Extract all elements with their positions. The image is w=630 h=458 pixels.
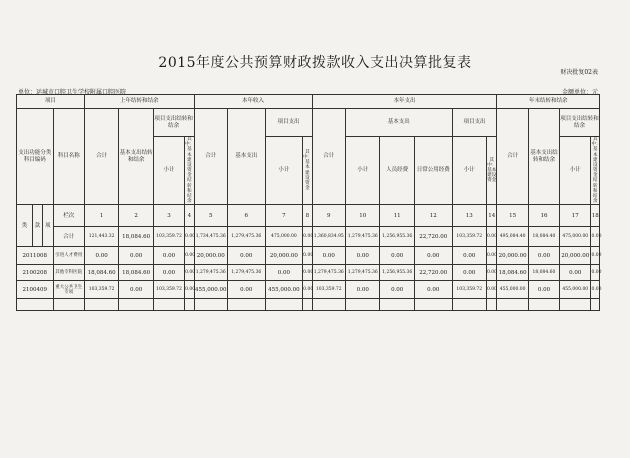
- table-cell: 103,359.72: [452, 227, 486, 247]
- table-cell: 1,279,475.36: [312, 265, 345, 281]
- table-cell: [452, 299, 486, 311]
- table-cell: 0.00: [414, 281, 452, 299]
- unit-label: 单位：运城市口腔卫生学校附属口腔医院: [18, 89, 127, 96]
- header-end-capital: 其中：基本建设资金结转和结余: [591, 137, 601, 205]
- table-cell: 103,359.72: [312, 281, 345, 299]
- table-cell: 0.00: [591, 265, 600, 281]
- table-cell: 18,084.40: [528, 227, 559, 247]
- table-cell: 0.00: [153, 247, 184, 265]
- table-cell: 0.00: [227, 281, 265, 299]
- table-cell: 103,359.72: [153, 281, 184, 299]
- table-cell: [194, 299, 227, 311]
- table-cell: 455,000.00: [497, 281, 528, 299]
- func-code: 2100208: [17, 265, 54, 281]
- table-cell: 0.00: [185, 227, 194, 247]
- table-cell: 0.00: [153, 265, 184, 281]
- table-row: [17, 281, 600, 299]
- header-begin-capital: 其中：基本建设资金结转和结余: [185, 137, 195, 205]
- col-number: 17: [560, 205, 591, 227]
- table-cell: 475,000.00: [265, 227, 303, 247]
- table-cell: 20,000.00: [497, 247, 528, 265]
- header-lei: 类: [17, 205, 33, 247]
- table-cell: 0.00: [591, 227, 600, 247]
- table-cell: 0.00: [560, 265, 591, 281]
- header-income-total: 合计: [194, 109, 227, 205]
- table-cell: 1,279,475.36: [345, 227, 379, 247]
- header-begin-project: 项目支出结转和结余: [153, 109, 194, 137]
- header-end-total: 合计: [497, 109, 528, 205]
- table-cell: 0.00: [84, 247, 118, 265]
- table-cell: 0.00: [345, 247, 379, 265]
- table-cell: [185, 299, 194, 311]
- header-end-basic: 基本支出结转和结余: [528, 109, 559, 205]
- col-number: 7: [265, 205, 303, 227]
- col-number: 10: [345, 205, 379, 227]
- table-cell: 18,084.60: [119, 227, 153, 247]
- table-cell: 18,084.60: [528, 265, 559, 281]
- col-number: 9: [312, 205, 345, 227]
- table-cell: 1,279,475.36: [194, 265, 227, 281]
- col-number: 8: [303, 205, 312, 227]
- table-row-empty: [17, 299, 600, 311]
- table-cell: 1,256,955.36: [380, 265, 414, 281]
- col-number: 13: [452, 205, 486, 227]
- header-begin-basic: 基本支出结转和结余: [119, 109, 153, 205]
- table-cell: 0.00: [303, 281, 312, 299]
- table-cell: 1,279,475.36: [345, 265, 379, 281]
- header-current-income: 本年收入: [194, 95, 312, 109]
- subject-name: [53, 299, 84, 311]
- table-cell: 0.00: [528, 247, 559, 265]
- table-cell: 495,084.40: [497, 227, 528, 247]
- header-expense-subtotal: 小计: [345, 137, 379, 205]
- header-income-basic: 基本支出: [227, 109, 265, 205]
- subject-name: 合计: [53, 227, 84, 247]
- table-cell: [303, 299, 312, 311]
- table-cell: [380, 299, 414, 311]
- header-begin-total: 合计: [84, 109, 118, 205]
- header-begin-balance: 上年结转和结余: [84, 95, 194, 109]
- table-cell: 20,000.00: [560, 247, 591, 265]
- table-cell: 0.00: [486, 247, 496, 265]
- table-cell: 0.00: [119, 281, 153, 299]
- form-number: 财决批复02表: [560, 69, 598, 76]
- func-code: [17, 299, 54, 311]
- table-cell: 0.00: [591, 247, 600, 265]
- col-number: 18: [591, 205, 600, 227]
- header-end-subtotal: 小计: [560, 137, 591, 205]
- table-cell: 18,084.60: [119, 265, 153, 281]
- header-expense-total: 合计: [312, 109, 345, 205]
- header-income-subtotal: 小计: [265, 137, 303, 205]
- table-cell: 22,720.00: [414, 227, 452, 247]
- col-number: 4: [185, 205, 194, 227]
- table-cell: 0.00: [185, 281, 194, 299]
- col-number: 14: [486, 205, 496, 227]
- col-number: 11: [380, 205, 414, 227]
- header-income-capital: 其中：基本建设资金: [303, 137, 312, 205]
- amount-unit-label: 金额单位：元: [561, 89, 598, 96]
- table-cell: 0.00: [303, 227, 312, 247]
- header-subject-name: 科目名称: [53, 109, 84, 205]
- table-cell: [486, 299, 496, 311]
- table-row: [17, 247, 600, 265]
- table-cell: 1,279,475.36: [227, 265, 265, 281]
- header-expense-basic: 基本支出: [345, 109, 452, 137]
- table-cell: 103,359.72: [84, 281, 118, 299]
- table-cell: 0.00: [591, 281, 600, 299]
- table-cell: [227, 299, 265, 311]
- table-cell: 103,359.72: [153, 227, 184, 247]
- table-cell: 0.00: [528, 281, 559, 299]
- table-cell: 0.00: [303, 265, 312, 281]
- table-cell: 1,279,475.36: [227, 227, 265, 247]
- table-cell: [591, 299, 600, 311]
- header-public-funds: 日常公用经费: [414, 137, 452, 205]
- header-project: 项目: [17, 95, 85, 109]
- header-func-code: 支出功能分类科目编码: [17, 109, 54, 205]
- table-cell: 0.00: [486, 281, 496, 299]
- table-cell: 0.00: [452, 265, 486, 281]
- table-cell: [528, 299, 559, 311]
- table-cell: 0.00: [380, 281, 414, 299]
- header-xiang: 项: [43, 205, 53, 247]
- col-number: 12: [414, 205, 452, 227]
- table-cell: 0.00: [265, 265, 303, 281]
- table-cell: 0.00: [119, 247, 153, 265]
- header-col-seq: 栏次: [53, 205, 84, 227]
- approval-table: [16, 94, 600, 311]
- table-cell: 22,720.00: [414, 265, 452, 281]
- header-current-expense: 本年支出: [312, 95, 497, 109]
- table-cell: [119, 299, 153, 311]
- table-cell: 455,000.00: [265, 281, 303, 299]
- table-cell: 0.00: [185, 265, 194, 281]
- table-cell: [84, 299, 118, 311]
- subject-name: 重大公共卫生专项: [53, 281, 84, 299]
- table-cell: [265, 299, 303, 311]
- col-number: 16: [528, 205, 559, 227]
- header-expense-project-subtotal: 小计: [452, 137, 486, 205]
- table-cell: 0.00: [185, 247, 194, 265]
- table-cell: [414, 299, 452, 311]
- table-cell: 0.00: [227, 247, 265, 265]
- header-expense-capital: 其中：基本建设资金: [486, 137, 496, 205]
- table-cell: [497, 299, 528, 311]
- table-cell: 0.00: [452, 247, 486, 265]
- table-cell: 0.00: [414, 247, 452, 265]
- header-income-project: 项目支出: [265, 109, 312, 137]
- col-number: 1: [84, 205, 118, 227]
- table-row: [17, 265, 600, 281]
- table-cell: 0.00: [486, 265, 496, 281]
- subject-name: 引进人才费用: [53, 247, 84, 265]
- table-cell: 121,443.32: [84, 227, 118, 247]
- table-cell: 455,000.00: [560, 281, 591, 299]
- header-end-balance: 年末结转和结余: [497, 95, 600, 109]
- table-cell: 475,000.00: [560, 227, 591, 247]
- table-cell: 1,734,475.36: [194, 227, 227, 247]
- table-cell: 1,256,955.36: [380, 227, 414, 247]
- header-expense-project: 项目支出: [452, 109, 497, 137]
- header-personnel: 人员经费: [380, 137, 414, 205]
- func-code: 2100409: [17, 281, 54, 299]
- col-number: 5: [194, 205, 227, 227]
- table-cell: 103,359.72: [452, 281, 486, 299]
- table-cell: 20,000.00: [194, 247, 227, 265]
- table-cell: [560, 299, 591, 311]
- table-cell: 0.00: [312, 247, 345, 265]
- table-cell: 0.00: [486, 227, 496, 247]
- header-begin-subtotal: 小计: [153, 137, 184, 205]
- document-title: 2015年度公共预算财政拨款收入支出决算批复表: [158, 55, 472, 71]
- header-kuan: 款: [32, 205, 42, 247]
- table-cell: [345, 299, 379, 311]
- col-number: 6: [227, 205, 265, 227]
- table-cell: 18,084.60: [497, 265, 528, 281]
- table-cell: 18,084.60: [84, 265, 118, 281]
- col-number: 2: [119, 205, 153, 227]
- table-row-total: [17, 227, 600, 247]
- table-cell: 0.00: [303, 247, 312, 265]
- func-code: 2011008: [17, 247, 54, 265]
- subject-name: 其他专科医院: [53, 265, 84, 281]
- table-cell: 20,000.00: [265, 247, 303, 265]
- table-cell: 455,000.00: [194, 281, 227, 299]
- table-cell: [153, 299, 184, 311]
- table-cell: [312, 299, 345, 311]
- table-cell: 1,360,834.95: [312, 227, 345, 247]
- col-number: 15: [497, 205, 528, 227]
- col-number: 3: [153, 205, 184, 227]
- header-end-project: 项目支出结转和结余: [560, 109, 600, 137]
- table-cell: 0.00: [380, 247, 414, 265]
- table-cell: 0.00: [345, 281, 379, 299]
